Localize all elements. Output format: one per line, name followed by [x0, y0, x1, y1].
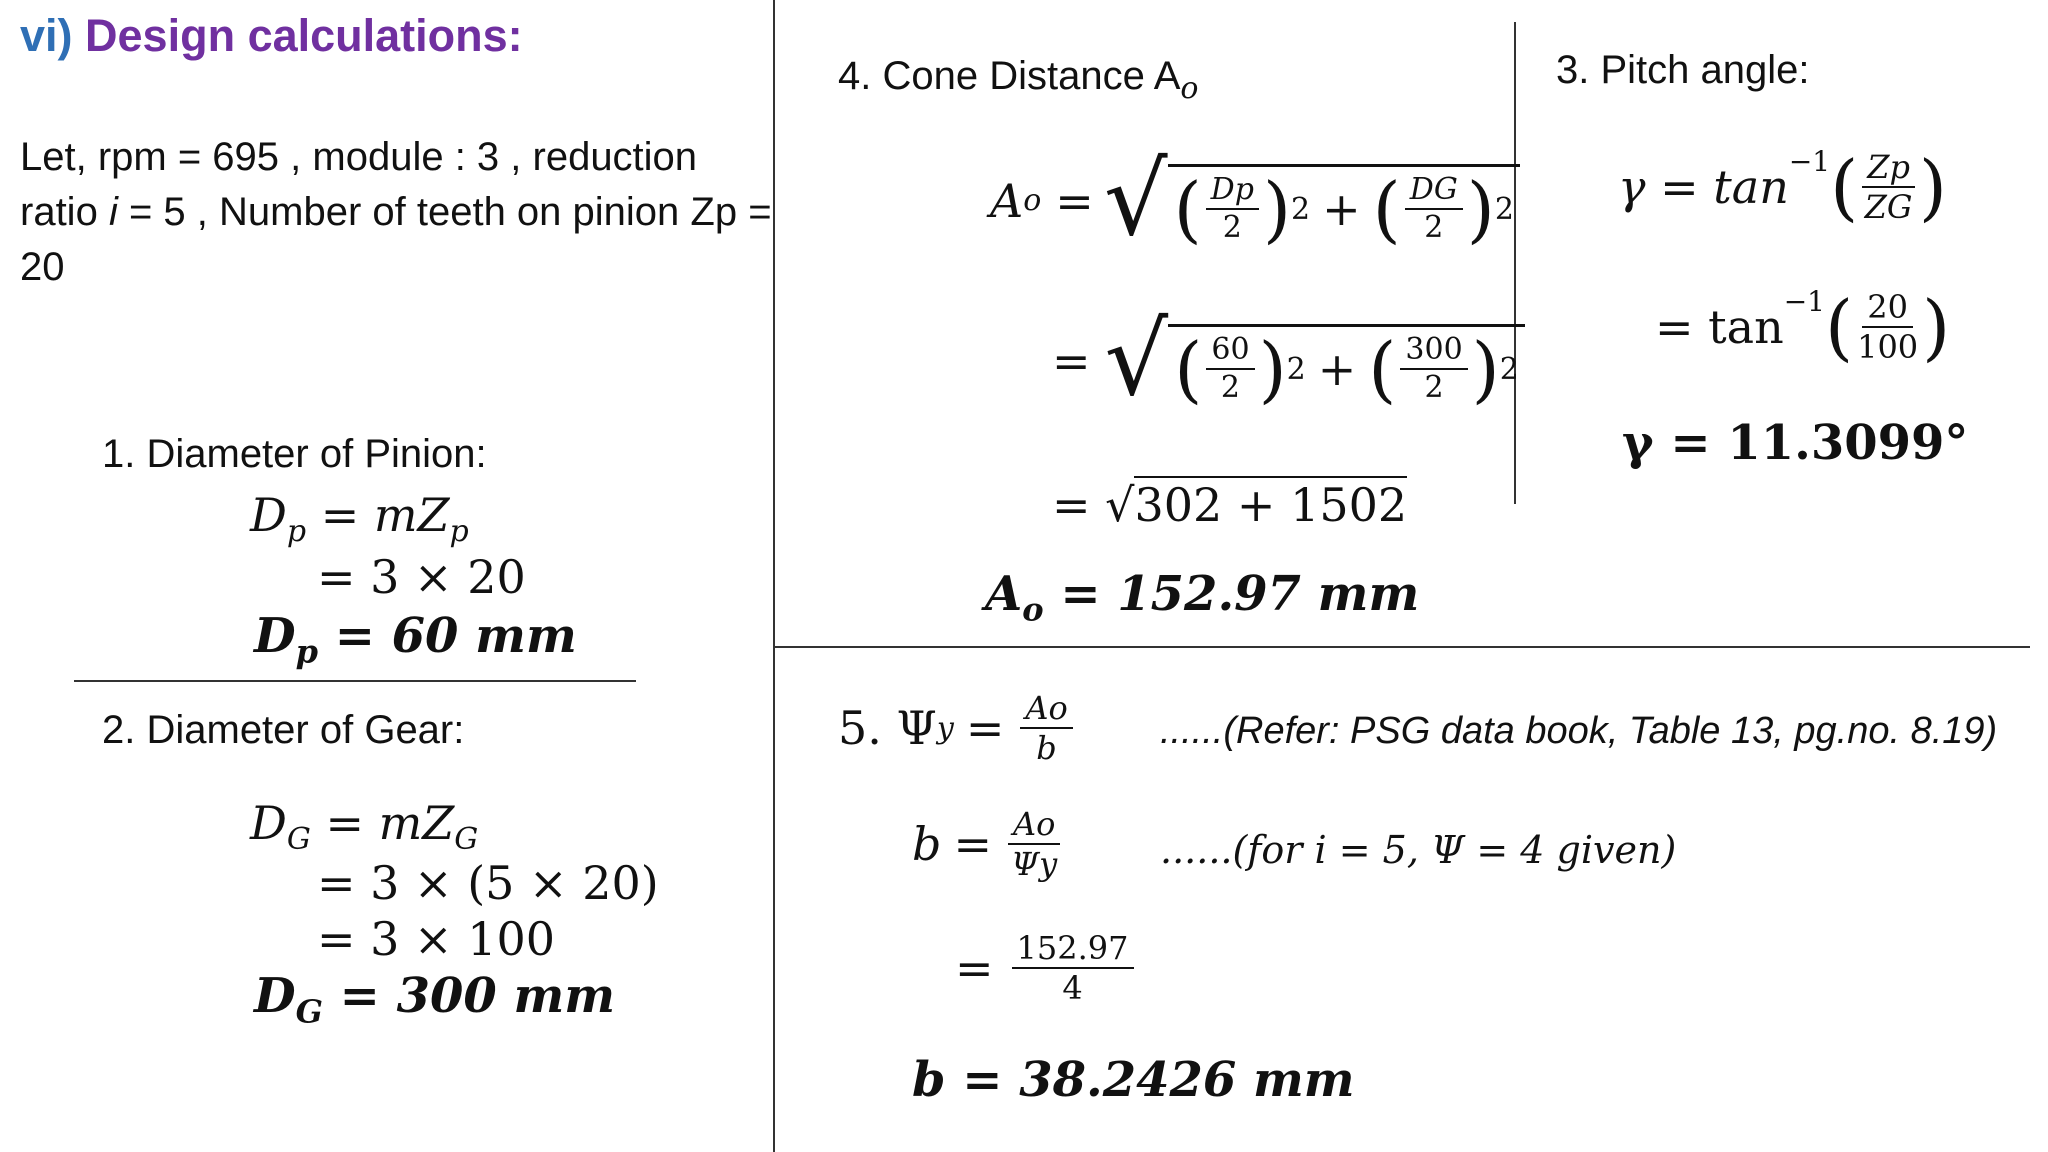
horizontal-divider-left	[74, 680, 636, 682]
given-text-2: = 5 , Number of teeth on pinion Zp = 20	[20, 190, 772, 289]
gear-substitution-1: = 3 × (5 × 20)	[317, 856, 659, 910]
cone-distance-heading: 4. Cone Distance $A_o$	[838, 54, 1199, 106]
horizontal-divider-right	[775, 646, 2030, 648]
pitch-angle-result: γ = 11.3099°	[1622, 415, 1969, 471]
cone-distance-formula: A o = √ ( Dp 2 ) 2 + ( DG 2 ) 2	[990, 150, 1520, 251]
section-heading: Design calculations:	[85, 10, 523, 61]
vertical-divider-right	[1514, 22, 1516, 504]
pinion-substitution: = 3 × 20	[317, 550, 526, 604]
pinion-formula: $D_p = mZ_p$	[250, 488, 469, 550]
given-note: ......(for i = 5, Ψ = 4 given)	[1160, 828, 1677, 872]
given-text-1: Let, rpm = 695 , module : 3 , reduction ratio	[20, 135, 698, 234]
b-result: b = 38.2426 mm	[912, 1052, 1355, 1108]
gear-result: $D_G = 300$ mm	[254, 968, 616, 1031]
section-title	[20, 10, 523, 62]
gear-heading: 2. Diameter of Gear:	[102, 708, 465, 752]
cone-distance-result: $A_o = 152.97$ mm	[985, 566, 1420, 629]
psi-formula: 5. Ψ y = $\frac{Ao}{b}$	[838, 692, 1077, 764]
gear-substitution-2: = 3 × 100	[317, 912, 556, 966]
gear-formula: $D_G = mZ_G$	[250, 796, 479, 858]
pitch-angle-substitution: = tan $^{-1}$ ( 20 100 )	[1655, 285, 1951, 369]
cone-distance-simplified: = √302 + 1502	[1052, 478, 1408, 532]
pinion-heading: 1. Diameter of Pinion:	[102, 432, 487, 476]
section-number: vi)	[20, 10, 73, 61]
given-data	[20, 130, 780, 295]
b-substitution: = $\frac{152.97}{4}$	[955, 932, 1138, 1004]
reference-note: ......(Refer: PSG data book, Table 13, pg.no. 8.19)	[1160, 710, 1998, 752]
cone-distance-substitution: = √ ( 60 2 ) 2 + ( 300 2 ) 2	[1052, 310, 1525, 411]
given-ratio-symbol: i	[108, 190, 118, 234]
b-formula: b = $\frac{Ao}{\Psi y}$	[912, 808, 1064, 880]
pitch-angle-heading: 3. Pitch angle:	[1556, 48, 1810, 92]
pitch-angle-formula: γ = tan $^{-1}$ ( Zp ZG )	[1618, 145, 1948, 229]
vertical-divider-main	[773, 0, 775, 1152]
pinion-result: $D_p = 60$ mm	[254, 608, 577, 671]
